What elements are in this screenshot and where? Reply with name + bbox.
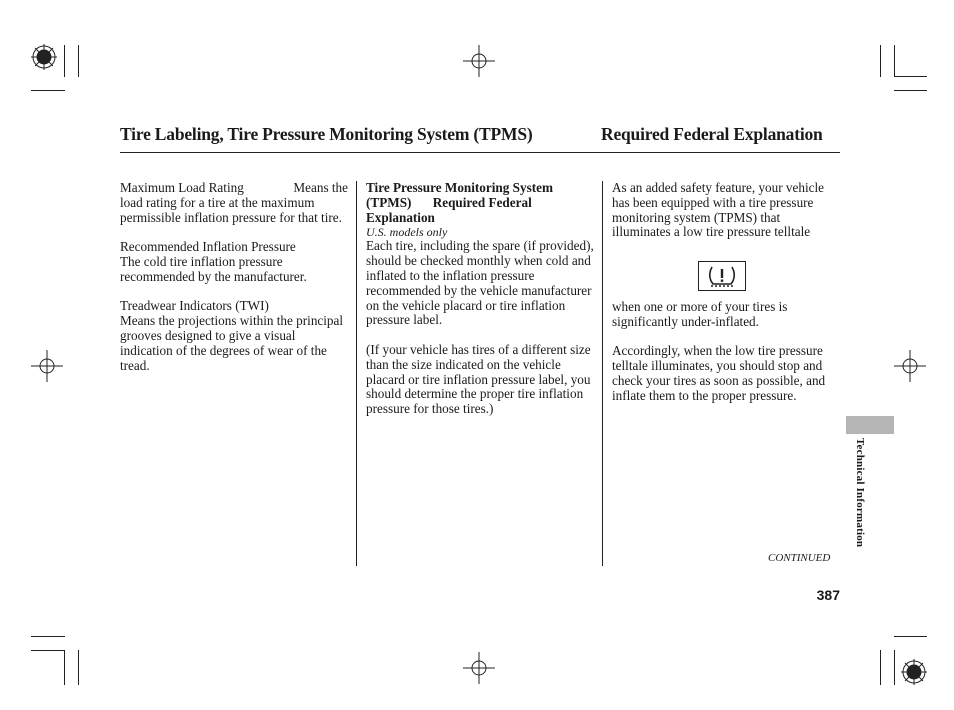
definition-term: Recommended Inflation Pressure xyxy=(120,239,296,255)
column-divider xyxy=(356,181,357,566)
page-title-main: Tire Labeling, Tire Pressure Monitoring System (TPMS) xyxy=(120,124,533,144)
definition-text: Means the projections within the principal grooves designed to give a visual indication of the degrees of wear of the tread. xyxy=(120,313,344,373)
definition-item xyxy=(120,240,348,284)
column-definitions xyxy=(120,181,348,388)
page-number: 387 xyxy=(816,587,840,603)
page-title-sub: Required Federal Explanation xyxy=(601,124,823,144)
page-title xyxy=(120,124,840,145)
column-tpms-telltale-cont xyxy=(612,300,840,418)
definition-inline: Means the xyxy=(293,180,348,195)
definition-term: Treadwear Indicators (TWI) xyxy=(120,298,269,314)
paragraph: As an added safety feature, your vehicle has been equipped with a tire pressure monitoring system (TPMS) that illuminates a low tire pressure telltale xyxy=(612,180,825,240)
column-divider xyxy=(602,181,603,566)
section-tab xyxy=(846,416,894,434)
section-heading: Tire Pressure Monitoring System (TPMS) Required Federal Explanation xyxy=(366,180,553,225)
column-tpms-telltale xyxy=(612,181,840,255)
header-rule xyxy=(120,152,840,153)
paragraph: (If your vehicle has tires of a different size than the size indicated on the vehicle placard or tire inflation pressure label, you should determine the proper tire inflation pressure for those tires.) xyxy=(366,341,591,417)
low-tire-pressure-telltale-icon xyxy=(698,261,746,291)
definition-text: The cold tire inflation pressure recommended by the manufacturer. xyxy=(120,253,307,284)
definition-item xyxy=(120,299,348,373)
definition-text: load rating for a tire at the maximum permissible inflation pressure for that tire. xyxy=(120,194,342,225)
definition-term: Maximum Load Rating xyxy=(120,180,244,195)
models-note: U.S. models only xyxy=(366,225,448,240)
paragraph: when one or more of your tires is significantly under-inflated. xyxy=(612,299,788,329)
section-tab-label: Technical Information xyxy=(854,438,866,548)
definition-item xyxy=(120,181,348,225)
paragraph: Accordingly, when the low tire pressure telltale illuminates, you should stop and check your tires as soon as possible, and inflate them to the proper pressure. xyxy=(612,343,826,403)
continued-label: CONTINUED xyxy=(768,552,831,564)
column-tpms-explanation xyxy=(366,181,594,432)
paragraph: Each tire, including the spare (if provided), should be checked monthly when cold and inflated to the inflation pressure recommended by the vehicle manufacturer on the vehicle placard or tire inflation pressure label. xyxy=(366,238,594,328)
